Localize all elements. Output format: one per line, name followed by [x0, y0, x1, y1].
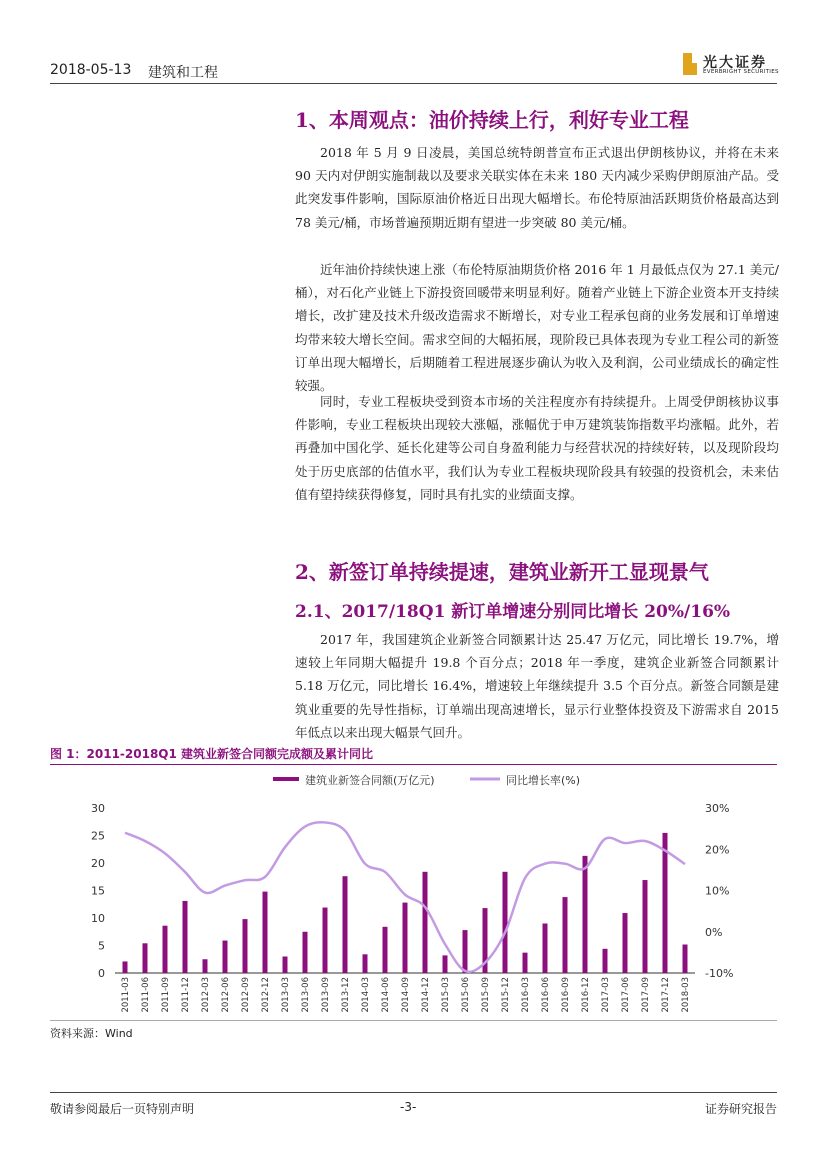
y-right-tick-label: -10%	[705, 967, 734, 980]
y-left-tick-label: 25	[91, 829, 105, 843]
x-tick-label: 2015-06	[461, 977, 471, 1013]
section-2-1-paragraph: 2017 年，我国建筑企业新签合同额累计达 25.47 万亿元，同比增长 19.7%，增速较上年同期大幅提升 19.8 个百分点；2018 年一季度，建筑企业新签合同额累计 5.18 万亿元，同比增长 16.4%，增速较上年继续提升 3.5 个百分点。新签合同额是建筑业重要的先导性指标，订单端出现高速增长，显示行业整体投资及下游需求自 2015 年低点以来出现大幅景气回升。	[295, 632, 779, 740]
x-tick-label: 2013-03	[281, 977, 291, 1013]
y-left-tick-label: 10	[91, 912, 105, 925]
x-tick-label: 2011-09	[161, 977, 171, 1013]
x-tick-label: 2011-12	[181, 977, 191, 1013]
x-tick-label: 2017-09	[641, 977, 651, 1013]
bar	[223, 941, 228, 973]
bar	[683, 945, 688, 973]
y-left-tick-label: 15	[91, 884, 105, 898]
section-2-1-title: 2.1、2017/18Q1 新订单增速分别同比增长 20%/16%	[295, 602, 731, 622]
x-tick-label: 2012-12	[261, 977, 271, 1013]
bar	[163, 926, 168, 973]
bar	[643, 880, 648, 973]
bar	[583, 856, 588, 973]
y-left-tick-label: 20	[91, 857, 105, 870]
bar	[663, 833, 668, 973]
section-1-title: 1、本周观点：油价持续上行，利好专业工程	[295, 108, 689, 132]
x-tick-label: 2018-03	[681, 977, 691, 1013]
x-tick-label: 2016-12	[581, 977, 591, 1013]
x-tick-label: 2017-06	[621, 977, 631, 1013]
x-tick-label: 2015-09	[481, 977, 491, 1013]
report-sector: 建筑和工程	[148, 65, 218, 81]
bar	[363, 954, 368, 973]
logo-cn-text: 光大证券	[703, 55, 767, 71]
bar	[143, 943, 148, 973]
x-tick-label: 2015-12	[501, 977, 511, 1013]
contract-value-chart	[50, 767, 777, 1019]
bar	[563, 897, 568, 973]
legend-swatch-bars	[273, 777, 299, 781]
bar	[463, 930, 468, 973]
bar	[183, 901, 188, 973]
figure-bottom-rule	[50, 1020, 777, 1021]
footer-disclaimer: 敬请参阅最后一页特别声明	[50, 1102, 195, 1116]
page-number: -3-	[400, 1100, 417, 1114]
x-tick-label: 2012-03	[201, 977, 211, 1013]
logo-mark-icon	[683, 53, 697, 75]
bar	[503, 872, 508, 973]
bar	[283, 957, 288, 974]
legend-label-bars: 建筑业新签合同额(万亿元)	[305, 774, 435, 787]
section-1-paragraph-2: 近年油价持续快速上涨（布伦特原油期货价格 2016 年 1 月最低点仅为 27.1 美元/桶），对石化产业链上下游投资回暖带来明显利好。随着产业链上下游企业资本开支持续增长，改扩建及技术升级改造需求不断增长，对专业工程承包商的业务发展和订单增速均带来较大增长空间。需求空间的大幅拓展，现阶段已具体表现为专业工程公司的新签订单出现大幅增长，后期随着工程进展逐步确认为收入及利润，公司业绩成长的确定性较强。	[295, 262, 779, 394]
section-1-paragraph-1: 2018 年 5 月 9 日凌晨，美国总统特朗普宣布正式退出伊朗核协议，并将在未来 90 天内对伊朗实施制裁以及要求关联实体在未来 180 天内减少采购伊朗原油产品。受此突发事件影响，国际原油价格近日出现大幅增长。布伦特原油活跃期货价格最高达到 78 美元/桶，市场普遍预期近期有望进一步突破 80 美元/桶。	[295, 145, 779, 230]
bar	[523, 953, 528, 973]
x-tick-label: 2016-03	[521, 977, 531, 1013]
figure-title: 图 1：2011-2018Q1 建筑业新签合同额完成额及累计同比	[50, 747, 374, 761]
bar	[203, 959, 208, 973]
bar	[623, 913, 628, 973]
y-right-tick-label: 10%	[705, 884, 730, 898]
section-1-paragraph-3: 同时，专业工程板块受到资本市场的关注程度亦有持续提升。上周受伊朗核协议事件影响，专业工程板块出现较大涨幅，涨幅优于申万建筑装饰指数平均涨幅。此外，若再叠加中国化学、延长化建等公司自身盈利能力与经营状况的持续好转，以及现阶段均处于历史底部的估值水平，我们认为专业工程板块现阶段具有较强的投资机会，未来估值有望持续获得修复，同时具有扎实的业绩面支撑。	[295, 394, 779, 502]
x-tick-label: 2014-12	[421, 977, 431, 1013]
header-divider	[50, 83, 777, 84]
y-right-tick-label: 20%	[705, 843, 730, 857]
report-date: 2018-05-13	[50, 62, 132, 78]
bar	[403, 903, 408, 973]
x-tick-label: 2012-09	[241, 977, 251, 1013]
x-tick-label: 2014-03	[361, 977, 371, 1013]
bar	[123, 961, 128, 973]
x-tick-label: 2015-03	[441, 977, 451, 1013]
x-tick-label: 2013-09	[321, 977, 331, 1013]
x-tick-label: 2011-03	[121, 977, 131, 1013]
figure-top-rule	[50, 764, 777, 765]
legend-label-line: 同比增长率(%)	[506, 774, 581, 787]
y-left-tick-label: 5	[98, 939, 105, 953]
bar	[263, 892, 268, 973]
x-tick-label: 2012-06	[221, 977, 231, 1013]
bar	[383, 927, 388, 973]
footer-report-type: 证券研究报告	[704, 1102, 777, 1116]
y-right-tick-label: 0%	[705, 925, 723, 939]
x-tick-label: 2013-12	[341, 977, 351, 1013]
footer-divider	[50, 1092, 777, 1093]
x-tick-label: 2011-06	[141, 977, 151, 1013]
y-right-tick-label: 30%	[705, 802, 730, 815]
bar	[543, 924, 548, 974]
y-left-tick-label: 30	[91, 802, 105, 815]
section-2-title: 2、新签订单持续提速，建筑业新开工显现景气	[295, 560, 709, 584]
y-left-tick-label: 0	[98, 967, 105, 980]
bar	[303, 932, 308, 973]
figure-source: 资料来源：Wind	[50, 1027, 133, 1040]
x-tick-label: 2014-06	[381, 977, 391, 1013]
x-tick-label: 2013-06	[301, 977, 311, 1013]
bar	[343, 876, 348, 973]
x-tick-label: 2017-12	[661, 977, 671, 1013]
bar	[323, 908, 328, 973]
x-tick-label: 2014-09	[401, 977, 411, 1013]
x-tick-label: 2017-03	[601, 977, 611, 1013]
bar	[603, 949, 608, 973]
x-tick-label: 2016-09	[561, 977, 571, 1013]
bar	[443, 955, 448, 973]
logo-en-text: EVERBRIGHT SECURITIES	[703, 69, 779, 75]
x-tick-label: 2016-06	[541, 977, 551, 1013]
bar	[243, 919, 248, 973]
bar	[423, 872, 428, 973]
brand-logo	[683, 52, 783, 78]
